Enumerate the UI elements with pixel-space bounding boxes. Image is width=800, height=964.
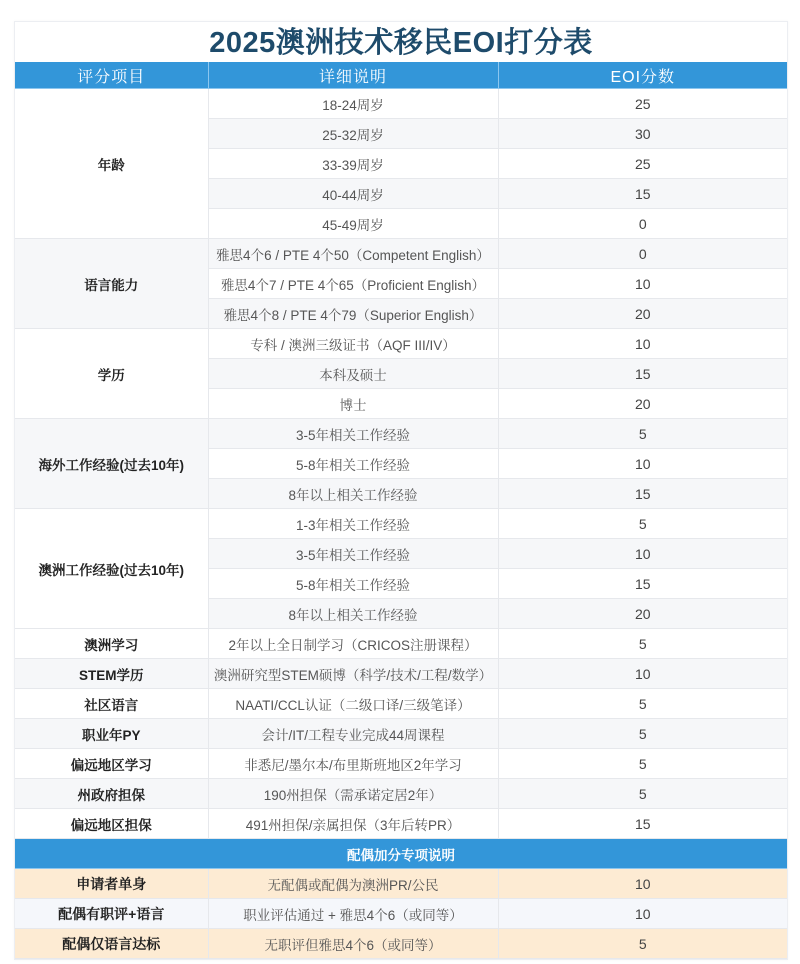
detail-cell: 40-44周岁	[208, 179, 498, 209]
detail-cell: 8年以上相关工作经验	[208, 599, 498, 629]
points-cell: 5	[498, 419, 787, 449]
points-cell: 5	[498, 779, 787, 809]
points-cell: 10	[498, 329, 787, 359]
detail-cell: 190州担保（需承诺定居2年）	[208, 779, 498, 809]
table-row	[15, 329, 787, 359]
points-cell: 10	[498, 899, 787, 929]
detail-cell: 45-49周岁	[208, 209, 498, 239]
points-cell: 15	[498, 179, 787, 209]
table-row	[15, 779, 787, 809]
detail-cell: 专科 / 澳洲三级证书（AQF III/IV）	[208, 329, 498, 359]
category-cell: 年龄	[15, 89, 208, 239]
points-cell: 5	[498, 629, 787, 659]
detail-cell: 非悉尼/墨尔本/布里斯班地区2年学习	[208, 749, 498, 779]
category-cell: 偏远地区担保	[15, 809, 208, 839]
detail-cell: 无配偶或配偶为澳洲PR/公民	[208, 869, 498, 899]
points-cell: 20	[498, 599, 787, 629]
points-cell: 10	[498, 869, 787, 899]
table-body	[15, 89, 787, 959]
spouse-section-title: 配偶加分专项说明	[15, 839, 787, 869]
spouse-row	[15, 929, 787, 959]
points-cell: 15	[498, 479, 787, 509]
detail-cell: 2年以上全日制学习（CRICOS注册课程）	[208, 629, 498, 659]
detail-cell: 3-5年相关工作经验	[208, 539, 498, 569]
points-cell: 5	[498, 509, 787, 539]
detail-cell: 无职评但雅思4个6（或同等）	[208, 929, 498, 959]
header-points: EOI分数	[498, 62, 787, 89]
table-row	[15, 239, 787, 269]
points-cell: 20	[498, 389, 787, 419]
detail-cell: 职业评估通过 + 雅思4个6（或同等）	[208, 899, 498, 929]
page-title: 2025澳洲技术移民EOI打分表	[209, 27, 593, 59]
points-cell: 10	[498, 449, 787, 479]
points-cell: 5	[498, 929, 787, 959]
category-cell: 学历	[15, 329, 208, 419]
table-row	[15, 809, 787, 839]
table-row	[15, 509, 787, 539]
detail-cell: 本科及硕士	[208, 359, 498, 389]
table-header-row	[15, 62, 787, 89]
points-cell: 25	[498, 149, 787, 179]
table-row	[15, 419, 787, 449]
header-category: 评分项目	[15, 62, 208, 89]
detail-cell: 澳洲研究型STEM硕博（科学/技术/工程/数学）	[208, 659, 498, 689]
table-row	[15, 689, 787, 719]
category-cell: 语言能力	[15, 239, 208, 329]
detail-cell: 491州担保/亲属担保（3年后转PR）	[208, 809, 498, 839]
category-cell: 澳洲学习	[15, 629, 208, 659]
table-row	[15, 719, 787, 749]
category-cell: STEM学历	[15, 659, 208, 689]
eoi-points-card	[14, 21, 788, 960]
detail-cell: 1-3年相关工作经验	[208, 509, 498, 539]
detail-cell: NAATI/CCL认证（二级口译/三级笔译）	[208, 689, 498, 719]
points-cell: 25	[498, 89, 787, 119]
category-cell: 社区语言	[15, 689, 208, 719]
points-cell: 10	[498, 269, 787, 299]
header-detail: 详细说明	[208, 62, 498, 89]
spouse-row	[15, 869, 787, 899]
detail-cell: 3-5年相关工作经验	[208, 419, 498, 449]
detail-cell: 博士	[208, 389, 498, 419]
category-cell: 配偶有职评+语言	[15, 899, 208, 929]
table-row	[15, 629, 787, 659]
category-cell: 澳洲工作经验(过去10年)	[15, 509, 208, 629]
table-row	[15, 89, 787, 119]
points-cell: 15	[498, 569, 787, 599]
spouse-section-header	[15, 839, 787, 869]
category-cell: 职业年PY	[15, 719, 208, 749]
points-cell: 30	[498, 119, 787, 149]
points-cell: 5	[498, 689, 787, 719]
table-row	[15, 749, 787, 779]
points-cell: 10	[498, 659, 787, 689]
points-cell: 15	[498, 359, 787, 389]
category-cell: 海外工作经验(过去10年)	[15, 419, 208, 509]
eoi-points-table	[15, 62, 787, 959]
detail-cell: 雅思4个6 / PTE 4个50（Competent English）	[208, 239, 498, 269]
detail-cell: 8年以上相关工作经验	[208, 479, 498, 509]
points-cell: 10	[498, 539, 787, 569]
points-cell: 5	[498, 749, 787, 779]
category-cell: 配偶仅语言达标	[15, 929, 208, 959]
category-cell: 偏远地区学习	[15, 749, 208, 779]
detail-cell: 雅思4个7 / PTE 4个65（Proficient English）	[208, 269, 498, 299]
detail-cell: 33-39周岁	[208, 149, 498, 179]
points-cell: 5	[498, 719, 787, 749]
detail-cell: 雅思4个8 / PTE 4个79（Superior English）	[208, 299, 498, 329]
points-cell: 20	[498, 299, 787, 329]
detail-cell: 5-8年相关工作经验	[208, 449, 498, 479]
points-cell: 0	[498, 209, 787, 239]
points-cell: 0	[498, 239, 787, 269]
spouse-row	[15, 899, 787, 929]
detail-cell: 5-8年相关工作经验	[208, 569, 498, 599]
points-cell: 15	[498, 809, 787, 839]
detail-cell: 18-24周岁	[208, 89, 498, 119]
detail-cell: 会计/IT/工程专业完成44周课程	[208, 719, 498, 749]
table-row	[15, 659, 787, 689]
category-cell: 州政府担保	[15, 779, 208, 809]
category-cell: 申请者单身	[15, 869, 208, 899]
detail-cell: 25-32周岁	[208, 119, 498, 149]
